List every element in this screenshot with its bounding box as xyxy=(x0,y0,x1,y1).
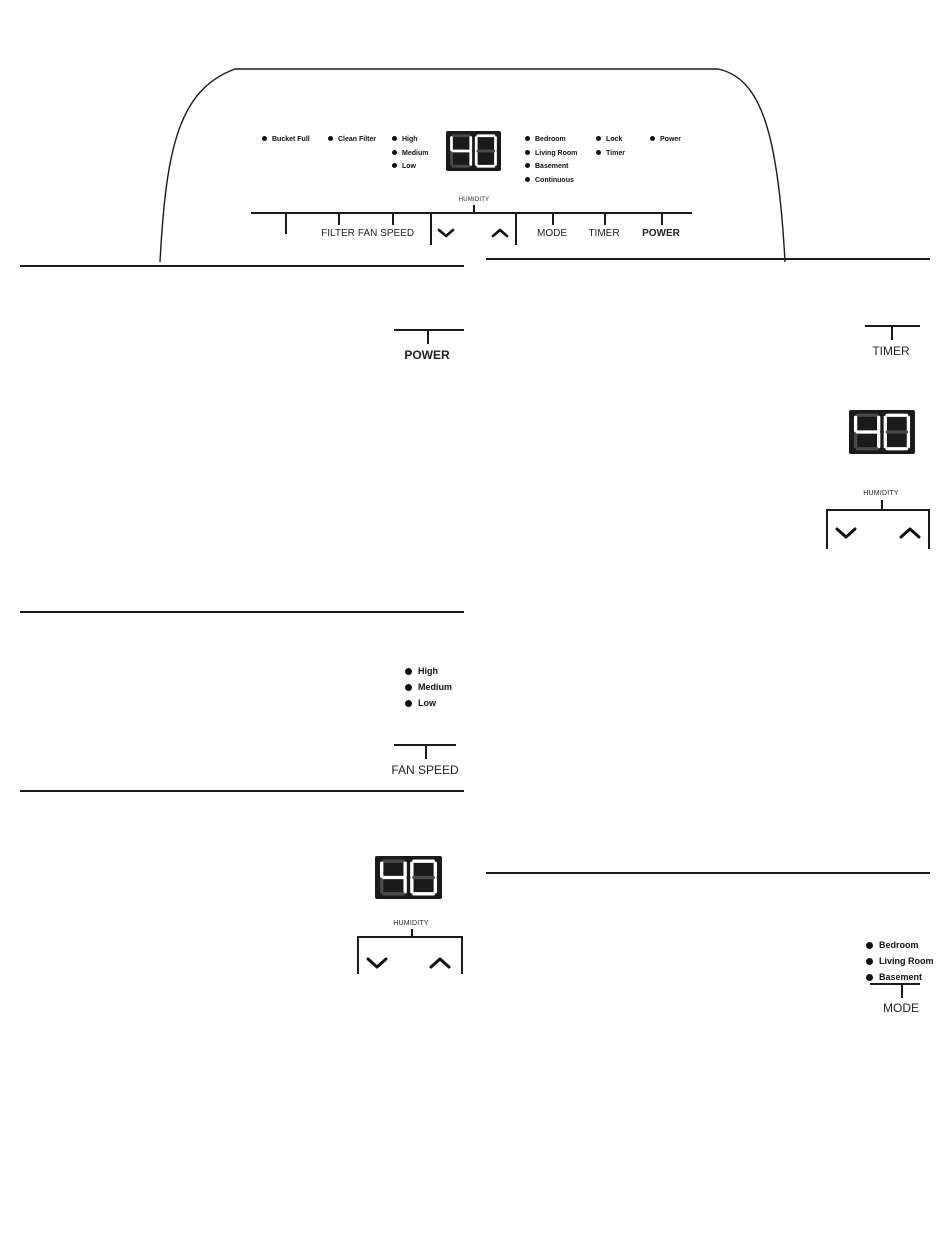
fan-indicator-medium: Medium xyxy=(405,681,452,693)
filter-tick xyxy=(338,212,340,225)
humidity-up-icon[interactable] xyxy=(899,526,921,540)
section-divider xyxy=(20,611,464,613)
timer-button[interactable]: TIMER xyxy=(588,228,620,239)
indicator-basement: Basement xyxy=(525,162,568,171)
indicator-bucket-full: Bucket Full xyxy=(262,135,310,144)
humidity-label: HUMIDITY xyxy=(863,490,899,497)
section-divider xyxy=(20,265,464,267)
mode-button-tick xyxy=(901,983,903,998)
indicator-dot xyxy=(392,150,397,155)
humidity-down-icon[interactable] xyxy=(835,526,857,540)
power-tick xyxy=(661,212,663,225)
humidity-tick xyxy=(881,500,883,510)
humidity-up-icon[interactable] xyxy=(429,956,451,970)
humidity-line xyxy=(357,936,462,938)
indicator-bedroom: Bedroom xyxy=(525,135,566,144)
mode-indicator-basement: Basement xyxy=(866,971,922,983)
section-divider xyxy=(486,258,930,260)
indicator-dot xyxy=(866,974,873,981)
humidity-down-icon[interactable] xyxy=(437,227,455,239)
indicator-dot xyxy=(525,163,530,168)
button-strip-line xyxy=(251,212,692,214)
indicator-clean-filter: Clean Filter xyxy=(328,135,376,144)
indicator-timer: Timer xyxy=(596,149,625,158)
humidity-tick xyxy=(473,205,475,213)
button-tick xyxy=(285,212,287,234)
mode-button-line xyxy=(870,983,920,985)
humidity-left-bracket xyxy=(826,509,828,549)
indicator-dot xyxy=(405,668,412,675)
indicator-dot xyxy=(525,177,530,182)
indicator-dot xyxy=(525,150,530,155)
mode-button[interactable]: MODE xyxy=(537,228,567,239)
mode-tick xyxy=(552,212,554,225)
indicator-power: Power xyxy=(650,135,681,144)
timer-humidity-display xyxy=(849,410,915,454)
power-section-button[interactable]: POWER xyxy=(404,348,450,362)
fan-indicator-high: High xyxy=(405,665,438,677)
indicator-living-room: Living Room xyxy=(525,149,577,158)
humidity-label: HUMIDITY xyxy=(458,197,490,203)
humidity-label: HUMIDITY xyxy=(393,920,429,927)
timer-tick xyxy=(604,212,606,225)
indicator-dot xyxy=(392,136,397,141)
timer-button-tick xyxy=(891,325,893,340)
power-button-tick xyxy=(427,329,429,344)
humidity-up-icon[interactable] xyxy=(491,227,509,239)
humidity-display xyxy=(446,131,501,171)
indicator-high: High xyxy=(392,135,418,144)
section-divider xyxy=(486,872,930,874)
indicator-medium: Medium xyxy=(392,149,428,158)
indicator-continuous: Continuous xyxy=(525,176,574,185)
humidity-down-icon[interactable] xyxy=(366,956,388,970)
power-button[interactable]: POWER xyxy=(642,228,680,239)
humidity-right-bracket xyxy=(515,212,517,245)
indicator-dot xyxy=(262,136,267,141)
humidity-left-bracket xyxy=(357,936,359,974)
fan-indicator-low: Low xyxy=(405,697,436,709)
filter-button[interactable]: FILTER xyxy=(321,228,355,239)
indicator-dot xyxy=(596,136,601,141)
mode-indicator-living-room: Living Room xyxy=(866,955,934,967)
mode-indicator-bedroom: Bedroom xyxy=(866,939,919,951)
humidity-line xyxy=(826,509,930,511)
humidity-display-large xyxy=(375,856,442,899)
fan-speed-section-button[interactable]: FAN SPEED xyxy=(391,763,459,777)
timer-button-line xyxy=(865,325,920,327)
fan-speed-tick xyxy=(392,212,394,225)
humidity-tick xyxy=(411,929,413,937)
indicator-lock: Lock xyxy=(596,135,622,144)
indicator-dot xyxy=(525,136,530,141)
indicator-dot xyxy=(866,942,873,949)
indicator-low: Low xyxy=(392,162,416,171)
indicator-dot xyxy=(866,958,873,965)
humidity-right-bracket xyxy=(928,509,930,549)
indicator-dot xyxy=(650,136,655,141)
fan-speed-button-tick xyxy=(425,744,427,759)
humidity-right-bracket xyxy=(461,936,463,974)
indicator-dot xyxy=(405,684,412,691)
indicator-dot xyxy=(405,700,412,707)
indicator-dot xyxy=(328,136,333,141)
humidity-left-bracket xyxy=(430,212,432,245)
indicator-dot xyxy=(392,163,397,168)
mode-section-button[interactable]: MODE xyxy=(883,1001,919,1015)
power-button-line xyxy=(394,329,464,331)
indicator-dot xyxy=(596,150,601,155)
timer-section-button[interactable]: TIMER xyxy=(872,344,910,358)
section-divider xyxy=(20,790,464,792)
fan-speed-button[interactable]: FAN SPEED xyxy=(357,228,415,239)
